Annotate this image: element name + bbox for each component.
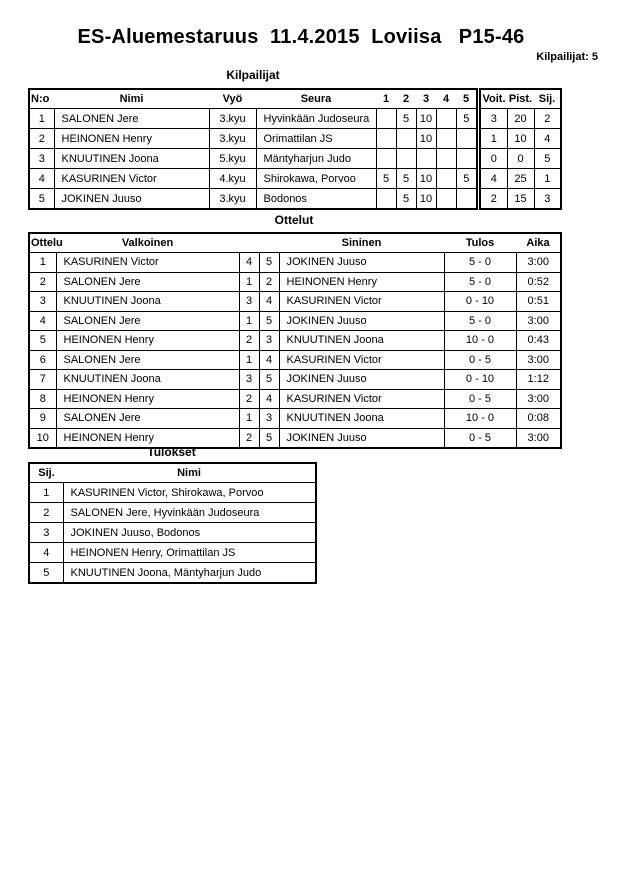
cell-blue: JOKINEN Juuso <box>279 370 444 390</box>
header-cell-name: Nimi <box>54 89 209 109</box>
cell-score: 5 - 0 <box>444 253 516 273</box>
cell-s5: 5 <box>456 169 477 189</box>
header-cell-white-number <box>239 233 259 253</box>
table-row <box>29 389 561 409</box>
table-row <box>29 292 561 312</box>
cell-blue: KASURINEN Victor <box>279 389 444 409</box>
table-row <box>29 409 561 429</box>
cell-time: 3:00 <box>516 350 561 370</box>
cell-s2: 5 <box>396 109 416 129</box>
cell-club: Mäntyharjun Judo <box>256 149 376 169</box>
cell-wins: 1 <box>480 129 507 149</box>
cell-no: 3 <box>29 149 54 169</box>
table-row <box>29 370 561 390</box>
cell-score: 10 - 0 <box>444 331 516 351</box>
cell-blue: KASURINEN Victor <box>279 292 444 312</box>
cell-points: 20 <box>507 109 534 129</box>
cell-wins: 3 <box>480 109 507 129</box>
cell-s3: 10 <box>416 189 436 210</box>
cell-blue-no: 3 <box>259 331 279 351</box>
table-row <box>29 543 316 563</box>
cell-s5 <box>456 129 477 149</box>
cell-blue: JOKINEN Juuso <box>279 253 444 273</box>
header-cell-rank: Sij. <box>29 463 63 483</box>
cell-no: 2 <box>29 272 56 292</box>
cell-white: SALONEN Jere <box>56 311 239 331</box>
table-row <box>480 129 561 149</box>
cell-rank: 1 <box>29 483 63 503</box>
header-cell-score: Tulos <box>444 233 516 253</box>
cell-no: 3 <box>29 292 56 312</box>
cell-s4 <box>436 129 456 149</box>
results-section-title: Tulokset <box>147 445 196 459</box>
table-header-row <box>29 233 561 253</box>
table-row <box>29 563 316 584</box>
cell-white-no: 4 <box>239 253 259 273</box>
header-cell-round1: 1 <box>376 89 396 109</box>
cell-blue: JOKINEN Juuso <box>279 428 444 448</box>
header-cell-blue: Sininen <box>279 233 444 253</box>
table-row <box>480 149 561 169</box>
cell-no: 7 <box>29 370 56 390</box>
cell-blue-no: 5 <box>259 370 279 390</box>
cell-s1 <box>376 129 396 149</box>
cell-blue-no: 5 <box>259 311 279 331</box>
cell-white-no: 1 <box>239 350 259 370</box>
cell-no: 8 <box>29 389 56 409</box>
table-row <box>480 189 561 210</box>
table-row <box>29 350 561 370</box>
cell-points: 15 <box>507 189 534 210</box>
cell-blue: JOKINEN Juuso <box>279 311 444 331</box>
cell-belt: 4.kyu <box>209 169 256 189</box>
cell-score: 5 - 0 <box>444 272 516 292</box>
header-cell-white: Valkoinen <box>56 233 239 253</box>
cell-name: KNUUTINEN Joona, Mäntyharjun Judo <box>63 563 316 584</box>
cell-white: SALONEN Jere <box>56 272 239 292</box>
cell-name: HEINONEN Henry <box>54 129 209 149</box>
cell-time: 0:52 <box>516 272 561 292</box>
cell-points: 25 <box>507 169 534 189</box>
cell-rank: 3 <box>29 523 63 543</box>
cell-s1 <box>376 149 396 169</box>
cell-s2 <box>396 129 416 149</box>
cell-name: KNUUTINEN Joona <box>54 149 209 169</box>
cell-s1 <box>376 189 396 210</box>
header-cell-rank: Sij. <box>534 89 561 109</box>
cell-blue: KNUUTINEN Joona <box>279 331 444 351</box>
table-row <box>29 253 561 273</box>
table-row <box>29 503 316 523</box>
cell-time: 1:12 <box>516 370 561 390</box>
cell-white-no: 2 <box>239 428 259 448</box>
cell-rank: 4 <box>29 543 63 563</box>
cell-s1 <box>376 109 396 129</box>
cell-club: Orimattilan JS <box>256 129 376 149</box>
cell-s3: 10 <box>416 169 436 189</box>
cell-white: KASURINEN Victor <box>56 253 239 273</box>
cell-blue-no: 2 <box>259 272 279 292</box>
cell-score: 0 - 5 <box>444 428 516 448</box>
cell-time: 3:00 <box>516 253 561 273</box>
table-row <box>29 109 477 129</box>
cell-s4 <box>436 109 456 129</box>
table-header-row <box>480 89 561 109</box>
cell-rank: 1 <box>534 169 561 189</box>
matches-table <box>28 232 562 449</box>
page-title: ES-Aluemestaruus 11.4.2015 Loviisa P15-46 <box>77 26 525 48</box>
cell-s5: 5 <box>456 109 477 129</box>
cell-s3: 10 <box>416 129 436 149</box>
table-row <box>29 169 477 189</box>
table-row <box>29 149 477 169</box>
header-cell-points: Pist. <box>507 89 534 109</box>
cell-club: Hyvinkään Judoseura <box>256 109 376 129</box>
cell-no: 10 <box>29 428 56 448</box>
cell-white: SALONEN Jere <box>56 409 239 429</box>
cell-no: 1 <box>29 109 54 129</box>
table-row <box>29 483 316 503</box>
table-row <box>480 169 561 189</box>
cell-no: 4 <box>29 311 56 331</box>
cell-belt: 3.kyu <box>209 129 256 149</box>
cell-name: JOKINEN Juuso <box>54 189 209 210</box>
header-cell-match-no: Ottelu <box>29 233 56 253</box>
cell-white-no: 1 <box>239 311 259 331</box>
cell-blue: KNUUTINEN Joona <box>279 409 444 429</box>
cell-s4 <box>436 149 456 169</box>
cell-belt: 3.kyu <box>209 109 256 129</box>
cell-blue-no: 4 <box>259 350 279 370</box>
header-cell-club: Seura <box>256 89 376 109</box>
table-header-row <box>29 89 477 109</box>
cell-s4 <box>436 169 456 189</box>
cell-white-no: 2 <box>239 389 259 409</box>
cell-name: SALONEN Jere <box>54 109 209 129</box>
cell-time: 3:00 <box>516 311 561 331</box>
competitors-table <box>28 88 478 210</box>
cell-blue: HEINONEN Henry <box>279 272 444 292</box>
cell-blue: KASURINEN Victor <box>279 350 444 370</box>
cell-white: SALONEN Jere <box>56 350 239 370</box>
table-row <box>29 189 477 210</box>
cell-time: 0:43 <box>516 331 561 351</box>
participants-count: Kilpailijat: 5 <box>536 51 598 63</box>
cell-time: 3:00 <box>516 428 561 448</box>
cell-white-no: 2 <box>239 331 259 351</box>
cell-points: 0 <box>507 149 534 169</box>
cell-white: HEINONEN Henry <box>56 331 239 351</box>
cell-time: 0:08 <box>516 409 561 429</box>
cell-s2: 5 <box>396 169 416 189</box>
cell-s2 <box>396 149 416 169</box>
header-cell-no: N:o <box>29 89 54 109</box>
table-header-row <box>29 463 316 483</box>
standings-box-table <box>479 88 562 210</box>
cell-score: 0 - 5 <box>444 389 516 409</box>
cell-rank: 4 <box>534 129 561 149</box>
cell-time: 3:00 <box>516 389 561 409</box>
cell-name: HEINONEN Henry, Orimattilan JS <box>63 543 316 563</box>
cell-blue-no: 3 <box>259 409 279 429</box>
cell-s3: 10 <box>416 109 436 129</box>
table-row <box>29 311 561 331</box>
cell-no: 5 <box>29 189 54 210</box>
table-row <box>29 272 561 292</box>
cell-s5 <box>456 149 477 169</box>
cell-rank: 3 <box>534 189 561 210</box>
cell-score: 0 - 5 <box>444 350 516 370</box>
header-cell-blue-number <box>259 233 279 253</box>
cell-score: 0 - 10 <box>444 292 516 312</box>
cell-wins: 4 <box>480 169 507 189</box>
header-cell-name: Nimi <box>63 463 316 483</box>
cell-no: 1 <box>29 253 56 273</box>
cell-name: SALONEN Jere, Hyvinkään Judoseura <box>63 503 316 523</box>
header-cell-belt: Vyö <box>209 89 256 109</box>
cell-name: KASURINEN Victor <box>54 169 209 189</box>
cell-s5 <box>456 189 477 210</box>
cell-white-no: 3 <box>239 292 259 312</box>
cell-rank: 2 <box>534 109 561 129</box>
competitors-section-title: Kilpailijat <box>226 68 280 82</box>
cell-score: 5 - 0 <box>444 311 516 331</box>
cell-white-no: 3 <box>239 370 259 390</box>
table-row <box>480 109 561 129</box>
cell-club: Shirokawa, Porvoo <box>256 169 376 189</box>
cell-rank: 5 <box>534 149 561 169</box>
header-cell-round3: 3 <box>416 89 436 109</box>
cell-white: KNUUTINEN Joona <box>56 370 239 390</box>
cell-no: 9 <box>29 409 56 429</box>
cell-white-no: 1 <box>239 272 259 292</box>
cell-no: 6 <box>29 350 56 370</box>
cell-wins: 2 <box>480 189 507 210</box>
cell-white: KNUUTINEN Joona <box>56 292 239 312</box>
cell-blue-no: 5 <box>259 428 279 448</box>
cell-s2: 5 <box>396 189 416 210</box>
cell-blue-no: 4 <box>259 389 279 409</box>
table-row <box>29 129 477 149</box>
cell-time: 0:51 <box>516 292 561 312</box>
cell-club: Bodonos <box>256 189 376 210</box>
cell-belt: 3.kyu <box>209 189 256 210</box>
cell-name: JOKINEN Juuso, Bodonos <box>63 523 316 543</box>
cell-points: 10 <box>507 129 534 149</box>
table-row <box>29 523 316 543</box>
cell-belt: 5.kyu <box>209 149 256 169</box>
cell-s4 <box>436 189 456 210</box>
table-row <box>29 331 561 351</box>
cell-no: 4 <box>29 169 54 189</box>
cell-white: HEINONEN Henry <box>56 389 239 409</box>
cell-score: 10 - 0 <box>444 409 516 429</box>
header-cell-round2: 2 <box>396 89 416 109</box>
cell-rank: 2 <box>29 503 63 523</box>
cell-rank: 5 <box>29 563 63 584</box>
cell-blue-no: 5 <box>259 253 279 273</box>
cell-wins: 0 <box>480 149 507 169</box>
cell-blue-no: 4 <box>259 292 279 312</box>
cell-score: 0 - 10 <box>444 370 516 390</box>
header-cell-round5: 5 <box>456 89 477 109</box>
cell-no: 5 <box>29 331 56 351</box>
header-cell-wins: Voit. <box>480 89 507 109</box>
cell-white-no: 1 <box>239 409 259 429</box>
cell-s3 <box>416 149 436 169</box>
cell-s1: 5 <box>376 169 396 189</box>
cell-name: KASURINEN Victor, Shirokawa, Porvoo <box>63 483 316 503</box>
cell-white: HEINONEN Henry <box>56 428 239 448</box>
results-table <box>28 462 317 584</box>
header-cell-time: Aika <box>516 233 561 253</box>
header-cell-round4: 4 <box>436 89 456 109</box>
cell-no: 2 <box>29 129 54 149</box>
matches-section-title: Ottelut <box>274 213 314 227</box>
